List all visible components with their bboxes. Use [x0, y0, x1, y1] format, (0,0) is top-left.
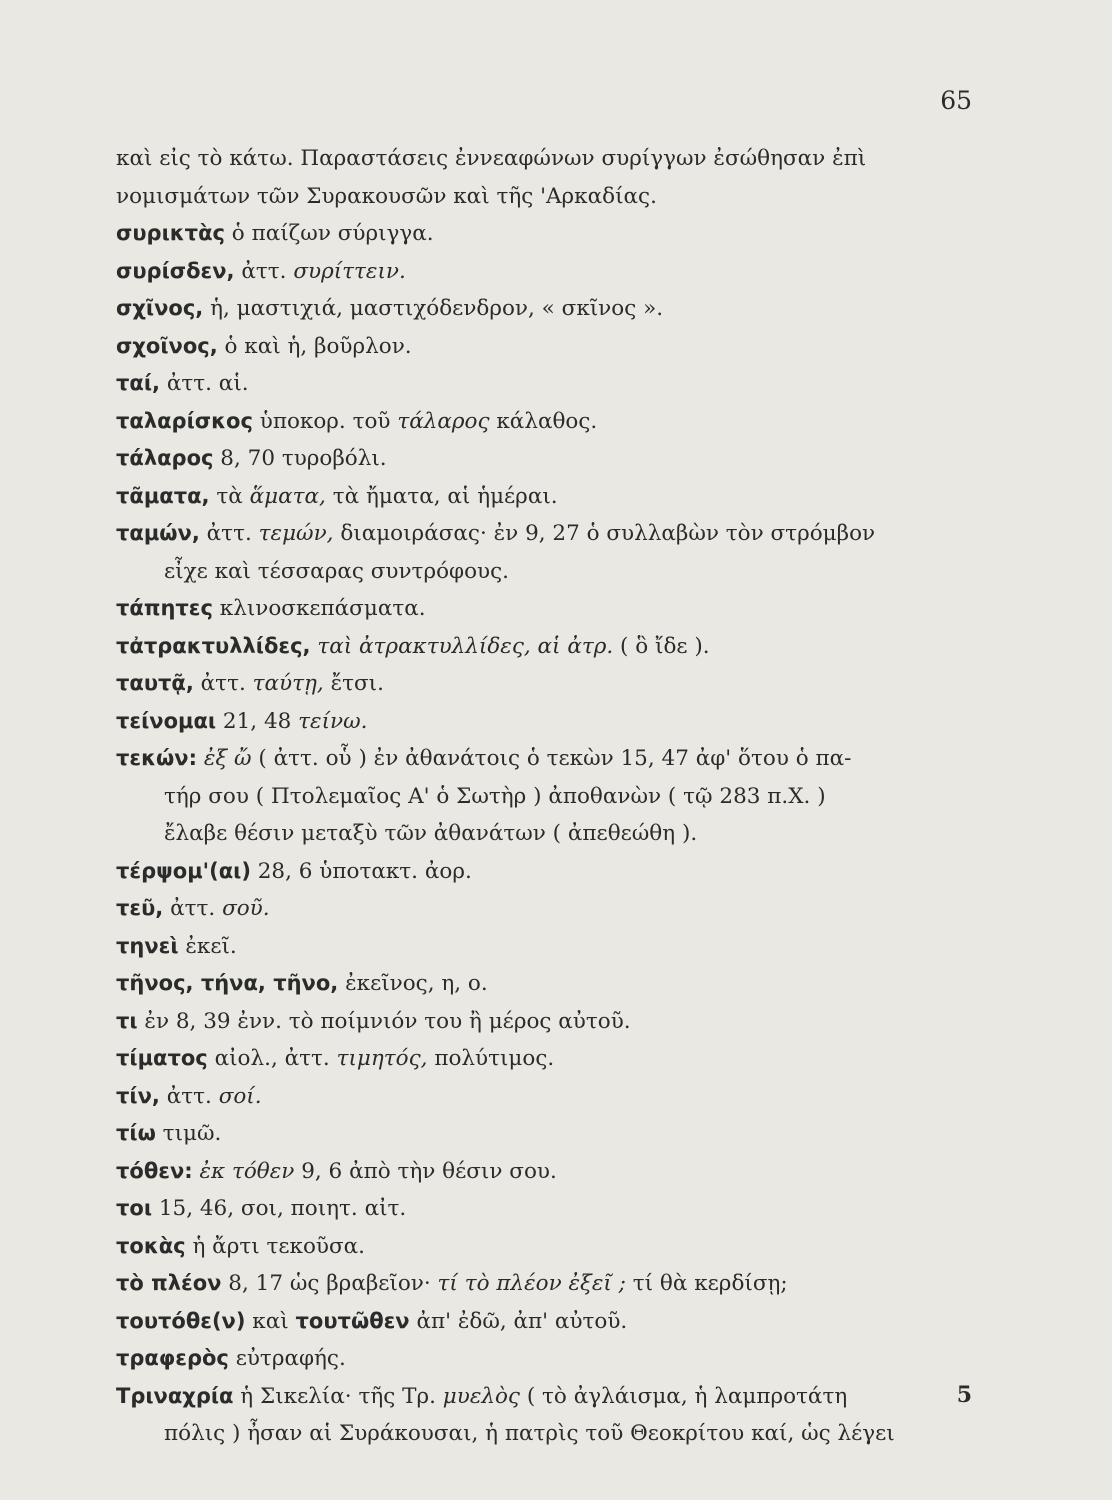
entry-italic-text: ἐκ τόθεν — [199, 1158, 295, 1184]
glossary-line — [116, 178, 956, 216]
glossary-line — [116, 965, 956, 1003]
entry-text: ὁ παίζων σύριγγα. — [224, 221, 434, 246]
entry-italic-text: ταὶ ἀτρακτυλλίδες, αἱ ἀτρ. — [317, 633, 614, 659]
entry-text: 8, 70 τυροβόλι. — [213, 446, 387, 471]
entry-text: 28, 6 ὑποτακτ. ἀορ. — [250, 858, 472, 884]
entry-text: τιμῶ. — [155, 1121, 222, 1146]
entry-text — [197, 746, 204, 771]
entry-tail-text: ἔτσι. — [323, 671, 384, 696]
entry-headword: συρικτὰς — [116, 221, 225, 245]
entry-text: νομισμάτων τῶν Συρακουσῶν καὶ τῆς 'Αρκαδίας. — [116, 183, 657, 209]
entry-headword: τῆνος, τήνα, τῆνο, — [116, 971, 339, 995]
entry-headword: σχῖνος, — [116, 296, 204, 320]
entry-headword: τείνομαι — [116, 708, 217, 733]
entry-italic-text: τείνω. — [298, 708, 368, 734]
entry-tail-text: κάλαθος. — [489, 408, 598, 434]
glossary-line — [116, 665, 956, 703]
entry-text: τὰ — [209, 483, 250, 509]
entry-headword: ταλαρίσκος — [116, 408, 253, 433]
entry-headword: Τριναχρία — [116, 1383, 234, 1408]
entry-text: ἐκεῖνος, η, ο. — [338, 971, 488, 996]
glossary-line — [116, 890, 956, 928]
entry-headword: τίματος — [116, 1046, 208, 1070]
entry-headword: τουτόθε(ν) — [116, 1308, 246, 1333]
entry-headword: τοι — [116, 1196, 153, 1220]
entry-italic-text: ἐξ ὤ — [203, 746, 252, 771]
entry-italic-text: τιμητός, — [336, 1046, 428, 1071]
entry-headword: τόθεν: — [116, 1158, 193, 1183]
entry-tail-text: ἀπ' ἐδῶ, ἀπ' αὐτοῦ. — [409, 1308, 628, 1334]
entry-text: εἶχε καὶ τέσσαρας συντρόφους. — [164, 558, 509, 584]
entry-continuation-line — [116, 553, 956, 591]
entry-text: ἐκεῖ. — [178, 933, 237, 959]
entry-italic-text: σοῦ. — [222, 896, 270, 921]
entry-italic-text: τί τὸ πλέον ἐξεῖ ; — [437, 1271, 626, 1296]
entry-tail-text: ( ὃ ἴδε ). — [613, 633, 710, 659]
entry-headword: τοκὰς — [116, 1233, 186, 1258]
entry-tail-text: τί θὰ κερδίσῃ; — [625, 1271, 788, 1296]
entry-tail-text: πολύτιμος. — [427, 1046, 555, 1071]
entry-continuation-line — [116, 778, 956, 816]
signature-mark: 5 — [956, 1382, 972, 1408]
entry-headword: τέρψομ'(αι) — [116, 858, 251, 883]
glossary-line — [116, 328, 956, 366]
glossary-line — [116, 853, 956, 891]
entry-text: τήρ σου ( Πτολεμαῖος Α' ὁ Σωτὴρ ) ἀποθανὼν ( τῷ 283 π.Χ. ) — [164, 783, 826, 809]
entry-headword: ταμών, — [116, 521, 200, 545]
entry-text: ἡ ἄρτι τεκοῦσα. — [185, 1233, 366, 1259]
entry-headword: ταυτᾷ, — [116, 671, 194, 695]
entry-text: ἀττ. — [159, 1083, 219, 1109]
entry-headword: τεῦ, — [116, 896, 164, 920]
entry-italic-text: τάλαρος — [397, 408, 490, 434]
glossary-line — [116, 1153, 956, 1191]
entry-text: ἡ, μαστιχιά, μαστιχόδενδρον, « σκῖνος ». — [203, 296, 664, 321]
entry-headword: τεκών: — [116, 746, 197, 770]
entry-text: 8, 17 ὡς βραβεῖον· — [221, 1271, 438, 1296]
entry-continuation-line — [116, 1415, 956, 1453]
entry-text: ἔλαβε θέσιν μεταξὺ τῶν ἀθανάτων ( ἀπεθεώθη ). — [164, 821, 698, 846]
entry-headword: τίν, — [116, 1083, 160, 1108]
entry-text: ἀττ. αἱ. — [160, 371, 249, 396]
glossary-line — [116, 253, 956, 291]
glossary-line — [116, 140, 956, 178]
glossary-line — [116, 290, 956, 328]
glossary-line — [116, 403, 956, 441]
entry-text: 21, 48 — [216, 708, 299, 734]
entry-italic-text: τεμών, — [258, 521, 334, 546]
entry-text: αἰολ., ἀττ. — [207, 1046, 337, 1071]
entry-text: καὶ εἰς τὸ κάτω. Παραστάσεις ἐννεαφώνων συρίγγων ἐσώθησαν ἐπὶ — [116, 146, 867, 171]
entry-headword: σχοῖνος, — [116, 333, 218, 358]
entry-text: ὁ καὶ ἡ, βοῦρλον. — [217, 333, 412, 359]
entry-text: καὶ — [245, 1308, 296, 1334]
entry-headword-alt: τουτῶθεν — [295, 1308, 410, 1333]
glossary-line — [116, 478, 956, 516]
glossary-line — [116, 1340, 956, 1378]
entry-italic-text: σοί. — [218, 1083, 262, 1109]
entry-headword: τι — [116, 1008, 138, 1033]
entry-text: ἀττ. — [234, 258, 294, 284]
entry-tail-text: διαμοιράσας· ἐν 9, 27 ὁ συλλαβὼν τὸν στρόμβον — [333, 521, 876, 546]
entry-italic-text: ἅματα, — [249, 483, 326, 509]
entry-text: ἡ Σικελία· τῆς Τρ. — [233, 1383, 443, 1409]
glossary-entries — [116, 140, 956, 1453]
glossary-line — [116, 928, 956, 966]
entry-headword: τάλαρος — [116, 446, 214, 470]
entry-text: εὐτραφής. — [228, 1346, 346, 1371]
glossary-line — [116, 215, 956, 253]
glossary-line — [116, 703, 956, 741]
glossary-line — [116, 440, 956, 478]
glossary-line — [116, 1040, 956, 1078]
entry-text: ἀττ. — [163, 896, 223, 921]
glossary-line — [116, 628, 956, 666]
entry-tail-text: 9, 6 ἀπὸ τὴν θέσιν σου. — [294, 1158, 557, 1184]
glossary-line — [116, 1265, 956, 1303]
entry-headword: τραφερὸς — [116, 1346, 229, 1370]
entry-text: ἀττ. — [199, 521, 259, 546]
entry-headword: τᾶματα, — [116, 483, 210, 508]
glossary-line — [116, 1003, 956, 1041]
entry-tail-text: ( ἀττ. οὗ ) ἐν ἀθανάτοις ὁ τεκὼν 15, 47 ἀφ' ὅτου ὁ πα- — [251, 746, 852, 771]
glossary-line — [116, 1303, 956, 1341]
entry-text: ὑποκορ. τοῦ — [252, 408, 398, 434]
glossary-line — [116, 1115, 956, 1153]
entry-text: πόλις ) ἦσαν αἱ Συράκουσαι, ἡ πατρὶς τοῦ Θεοκρίτου καί, ὡς λέγει — [164, 1421, 895, 1446]
glossary-line — [116, 1378, 956, 1416]
entry-headword: ταί, — [116, 371, 160, 395]
page-number: 65 — [940, 86, 972, 115]
glossary-line — [116, 740, 956, 778]
glossary-line — [116, 1190, 956, 1228]
entry-text: ἐν 8, 39 ἐνν. τὸ ποίμνιόν του ἢ μέρος αὐτοῦ. — [137, 1008, 631, 1034]
entry-text: κλινοσκεπάσματα. — [212, 596, 426, 621]
glossary-line — [116, 590, 956, 628]
entry-headword: τηνεὶ — [116, 933, 179, 958]
entry-headword: τίω — [116, 1121, 156, 1145]
entry-headword: συρίσδεν, — [116, 258, 235, 283]
entry-italic-text: συρίττειν. — [293, 258, 406, 284]
entry-text — [193, 1159, 200, 1184]
glossary-line — [116, 365, 956, 403]
entry-headword: τἀτρακτυλλίδες, — [116, 633, 311, 658]
entry-tail-text: τὰ ἤματα, αἱ ἡμέραι. — [325, 483, 558, 509]
entry-text: 15, 46, σοι, ποιητ. αἰτ. — [152, 1196, 407, 1221]
entry-italic-text: μυελὸς — [442, 1383, 520, 1409]
entry-headword: τάπητες — [116, 596, 213, 620]
glossary-line — [116, 515, 956, 553]
entry-headword: τὸ πλέον — [116, 1271, 222, 1295]
glossary-line — [116, 1228, 956, 1266]
entry-tail-text: ( τὸ ἀγλάισμα, ἡ λαμπροτάτη — [519, 1383, 848, 1409]
entry-italic-text: ταύτῃ, — [252, 671, 324, 696]
entry-text: ἀττ. — [193, 671, 253, 696]
entry-continuation-line — [116, 815, 956, 853]
glossary-line — [116, 1078, 956, 1116]
